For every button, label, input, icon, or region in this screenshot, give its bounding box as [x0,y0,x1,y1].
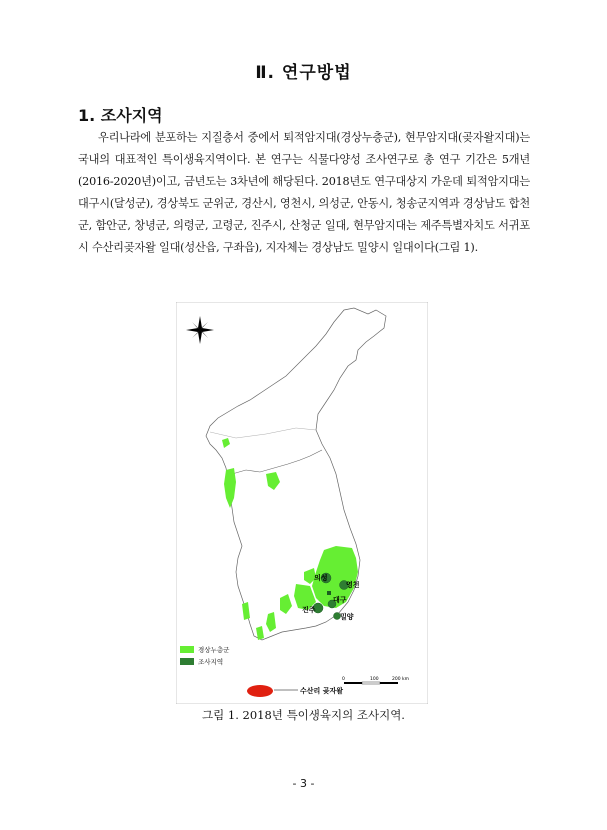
scale-end: 200 km [392,677,410,682]
jeju-gotjawal-area [247,685,273,697]
label-miryang: 밀양 [340,613,354,621]
survey-site-daegu [327,591,331,595]
scale-mid: 100 [370,677,379,682]
label-jinju: 진주 [302,606,316,614]
legend-survey-label: 조사지역 [198,658,224,666]
legend-swatch-survey [180,658,194,665]
section-title: 1. 조사지역 [78,106,163,125]
label-uiseong: 의성 [314,574,328,582]
page-number: - 3 - [292,777,315,790]
study-area-map [176,302,428,704]
chapter-title: Ⅱ. 연구방법 [255,63,352,83]
legend-swatch-gyeongsang [180,646,194,653]
label-yeongcheon: 영천 [346,581,360,589]
figure-caption: 그림 1. 2018년 특이생육지의 조사지역. [202,708,405,722]
scale-zero: 0 [342,677,345,682]
body-paragraph: 우리나라에 분포하는 지질층서 중에서 퇴적암지대(경상누층군), 현무암지대(곶자왈지대)는 국내의 대표적인 특이생육지역이다. 본 연구는 식물다양성 조사연구로 총 연구 기간은 5개년(2016-2020년)이고, 금년도는 3차년에 해당된다. 2018년도 연구대상지 가운데 퇴적암지대는 대구시(달성군), 경상북도 군위군, 경산시, 영천시, 의성군, 안동시, 청송군지역과 경상남도 합천군, 함안군, 창녕군, 의령군, 고령군, 진주시, 산청군 일대, 현무암지대는 제주특별자치도 서귀포시 수산리곶자왈 일대(성산읍, 구좌읍), 지자체는 경상남도 밀양시 일대이다(그림 1). [78,131,530,254]
study-area-map-figure [176,302,428,704]
legend-gyeongsang-label: 경상누층군 [198,646,230,654]
label-daegu: 대구 [333,596,347,604]
label-jeju: 수산리 곶자왈 [300,687,344,695]
